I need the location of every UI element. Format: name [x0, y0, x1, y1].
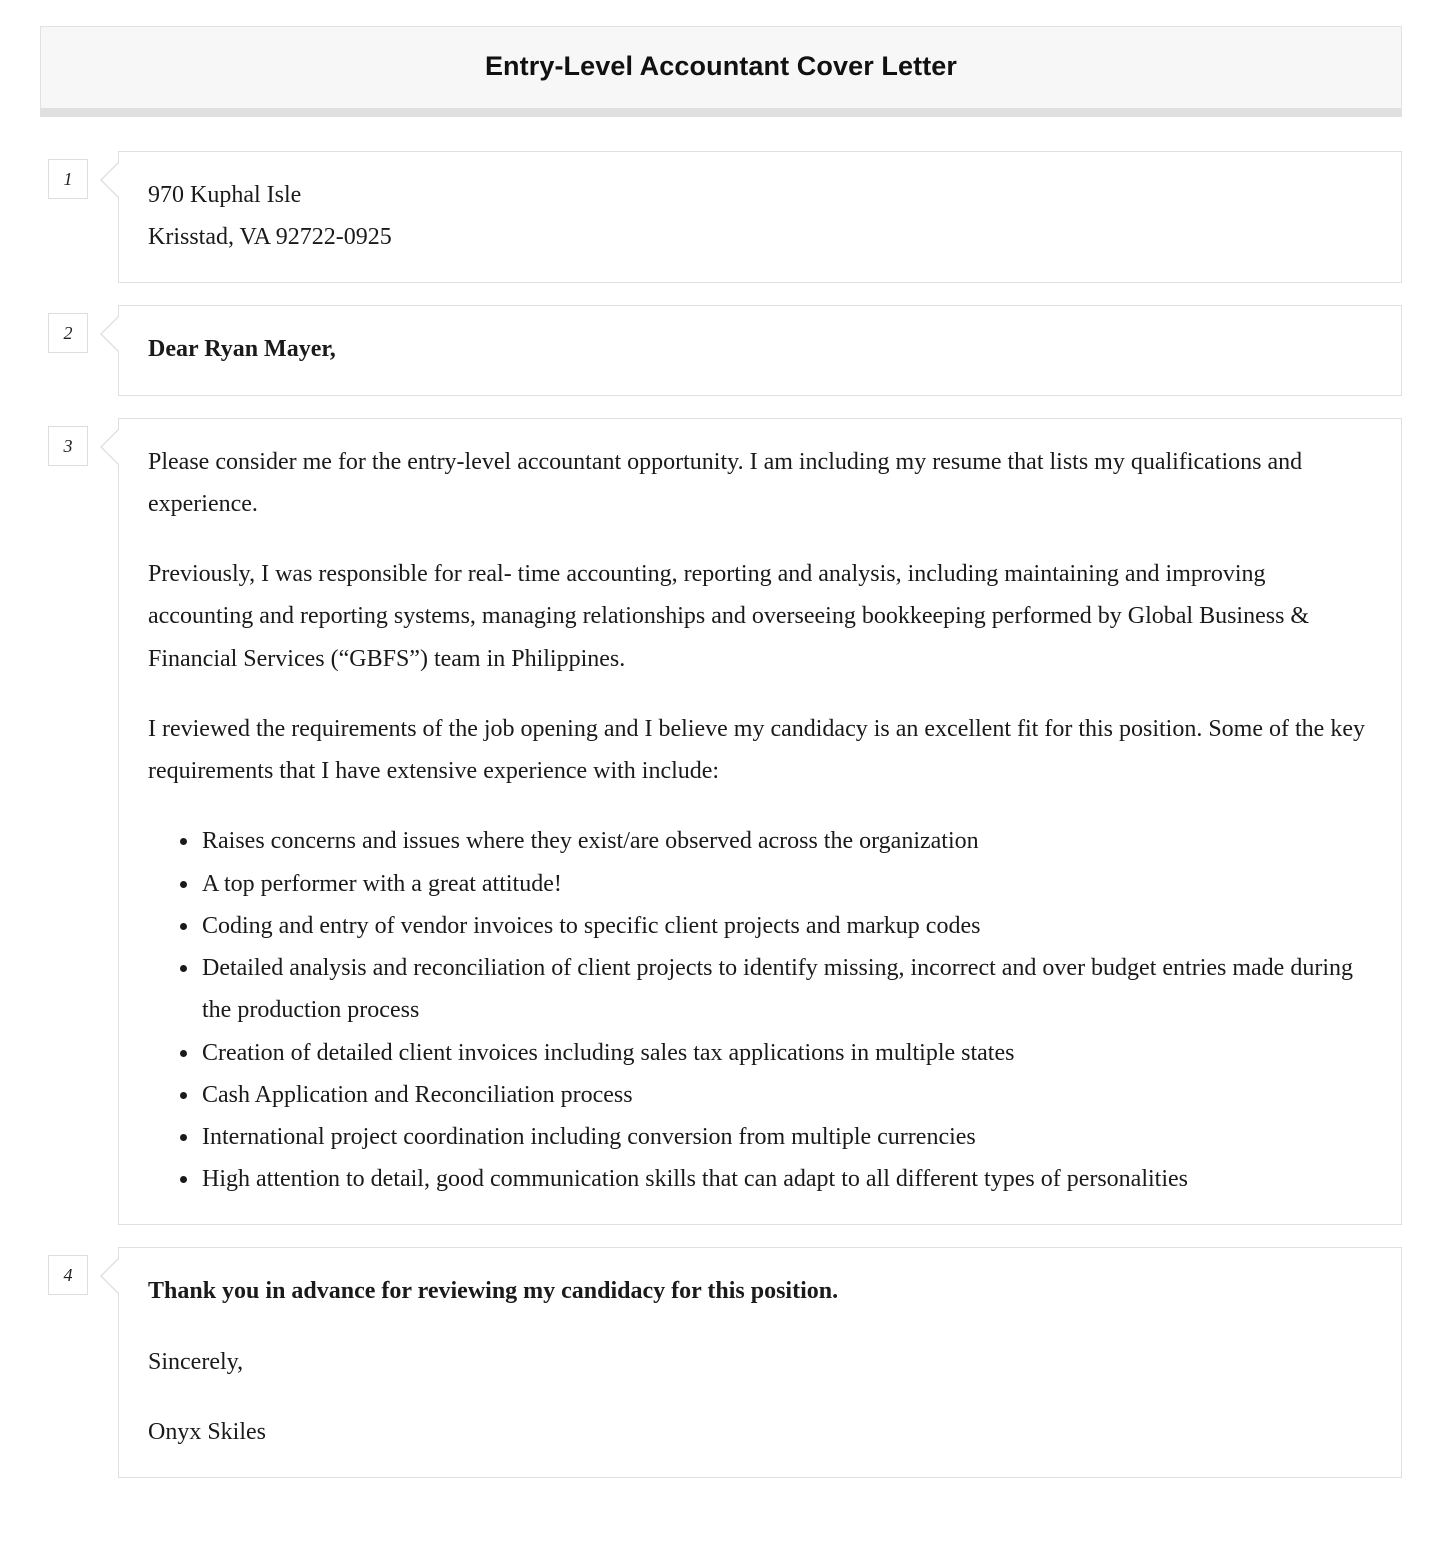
closing-text	[148, 1270, 1371, 1453]
block-number-badge-3: 3	[48, 426, 88, 466]
panel-notch-inner-icon	[102, 317, 119, 351]
list-item: • Detailed analysis and reconciliation of client projects to identify missing, incorrect and over budget entries made during the production process	[200, 947, 1371, 1031]
panel-notch-inner-icon	[102, 430, 119, 464]
list-item: • Cash Application and Reconciliation process	[200, 1074, 1371, 1116]
salutation-line: Dear Ryan Mayer,	[148, 336, 336, 363]
letter-block-address	[40, 151, 1402, 283]
panel-notch-inner-icon	[102, 163, 119, 197]
signature-name: Onyx Skiles	[148, 1418, 267, 1445]
list-item: • High attention to detail, good communication skills that can adapt to all different types of personalities	[200, 1158, 1371, 1200]
letter-block-body	[40, 418, 1402, 1226]
requirements-list	[148, 820, 1371, 1200]
thank-you-line: Thank you in advance for reviewing my candidacy for this position.	[148, 1278, 839, 1305]
list-item: • A top performer with a great attitude!	[200, 863, 1371, 905]
body-paragraph-3: I reviewed the requirements of the job opening and I believe my candidacy is an excellent fit for this position. Some of the key requirements that I have extensive experience with include:	[148, 715, 1365, 785]
address-text	[148, 174, 1371, 258]
body-panel	[118, 418, 1402, 1226]
body-paragraph-2: Previously, I was responsible for real- time accounting, reporting and analysis, including maintaining and improving accounting and reporting systems, managing relationships and overseeing bookkeeping performed by Global Business & Financial Services (“GBFS”) team in Philippines.	[148, 561, 1310, 672]
panel-notch-inner-icon	[102, 1259, 119, 1293]
cover-letter-page	[0, 26, 1440, 1478]
salutation-text	[148, 328, 1371, 370]
block-number-badge-2: 2	[48, 313, 88, 353]
body-paragraph-1: Please consider me for the entry-level accountant opportunity. I am including my resume that lists my qualifications and experience.	[148, 448, 1303, 517]
letter-block-closing	[40, 1247, 1402, 1478]
body-text	[148, 441, 1371, 1201]
page-title: Entry-Level Accountant Cover Letter	[484, 51, 958, 81]
address-line-2: Krisstad, VA 92722-0925	[148, 224, 392, 251]
list-item: • Raises concerns and issues where they exist/are observed across the organization	[200, 820, 1371, 862]
list-item: • International project coordination including conversion from multiple currencies	[200, 1116, 1371, 1158]
header-divider	[40, 108, 1402, 117]
block-number-badge-1: 1	[48, 159, 88, 199]
document-header	[40, 26, 1402, 108]
letter-blocks	[0, 151, 1440, 1478]
address-line-1: 970 Kuphal Isle	[148, 182, 302, 208]
closing-panel	[118, 1247, 1402, 1478]
list-item: • Coding and entry of vendor invoices to specific client projects and markup codes	[200, 905, 1371, 947]
salutation-panel	[118, 305, 1402, 395]
sign-off-line: Sincerely,	[148, 1348, 244, 1375]
address-panel	[118, 151, 1402, 283]
list-item: • Creation of detailed client invoices including sales tax applications in multiple states	[200, 1032, 1371, 1074]
block-number-badge-4: 4	[48, 1255, 88, 1295]
letter-block-salutation	[40, 305, 1402, 395]
